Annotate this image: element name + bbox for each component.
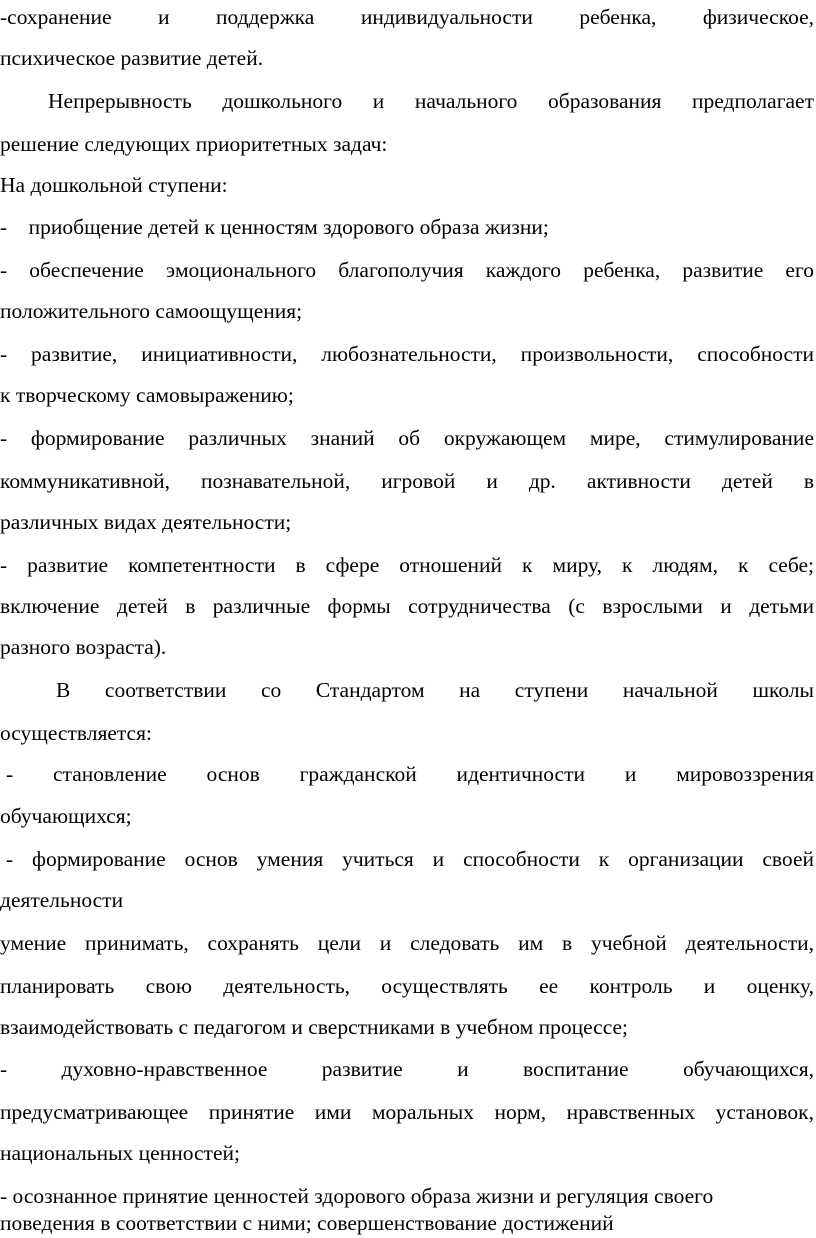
text-line: На дошкольной ступени: [0,173,228,197]
text-line: деятельности [0,888,124,912]
text-line: - развитие компетентности в сфере отношений к миру, к людям, к себе; [0,553,814,577]
text-line: разного возраста). [0,635,167,659]
text-line: планировать свою деятельность, осуществлять ее контроль и оценку, [0,974,814,998]
text-line: - приобщение детей к ценностям здорового образа жизни; [0,215,549,239]
text-line: осуществляется: [0,721,152,745]
text-line: психическое развитие детей. [0,46,264,70]
text-line: решение следующих приоритетных задач: [0,132,388,156]
text-line: национальных ценностей; [0,1141,240,1165]
text-line: -сохранение и поддержка индивидуальности ребенка, физическое, [0,5,814,29]
text-line: к творческому самовыражению; [0,383,294,407]
text-line: коммуникативной, познавательной, игровой и др. активности детей в [0,469,814,493]
text-line: - формирование основ умения учиться и способности к организации своей [6,847,814,871]
text-line: - формирование различных знаний об окружающем мире, стимулирование [0,426,814,450]
text-line: включение детей в различные формы сотрудничества (с взрослыми и детьми [0,594,814,618]
text-line: положительного самоощущения; [0,299,303,323]
text-line: Непрерывность дошкольного и начального образования предполагает [48,89,814,113]
text-line: поведения в соответствии с ними; совершенствование достижений [0,1211,614,1235]
text-line: взаимодействовать с педагогом и сверстниками в учебном процессе; [0,1015,629,1039]
text-line: - становление основ гражданской идентичности и мировоззрения [6,762,814,786]
text-line: В соответствии со Стандартом на ступени начальной школы [56,678,814,702]
text-line: - обеспечение эмоционального благополучия каждого ребенка, развитие его [0,258,814,282]
text-line: умение принимать, сохранять цели и следовать им в учебной деятельности, [0,931,814,955]
text-line: предусматривающее принятие ими моральных норм, нравственных установок, [0,1100,814,1124]
text-line: - развитие, инициативности, любознательности, произвольности, способности [0,342,814,366]
text-line: различных видах деятельности; [0,510,292,534]
text-line: - духовно-нравственное развитие и воспитание обучающихся, [0,1057,814,1081]
text-line: - осознанное принятие ценностей здорового образа жизни и регуляция своего [0,1184,714,1208]
text-line: обучающихся; [0,804,132,828]
